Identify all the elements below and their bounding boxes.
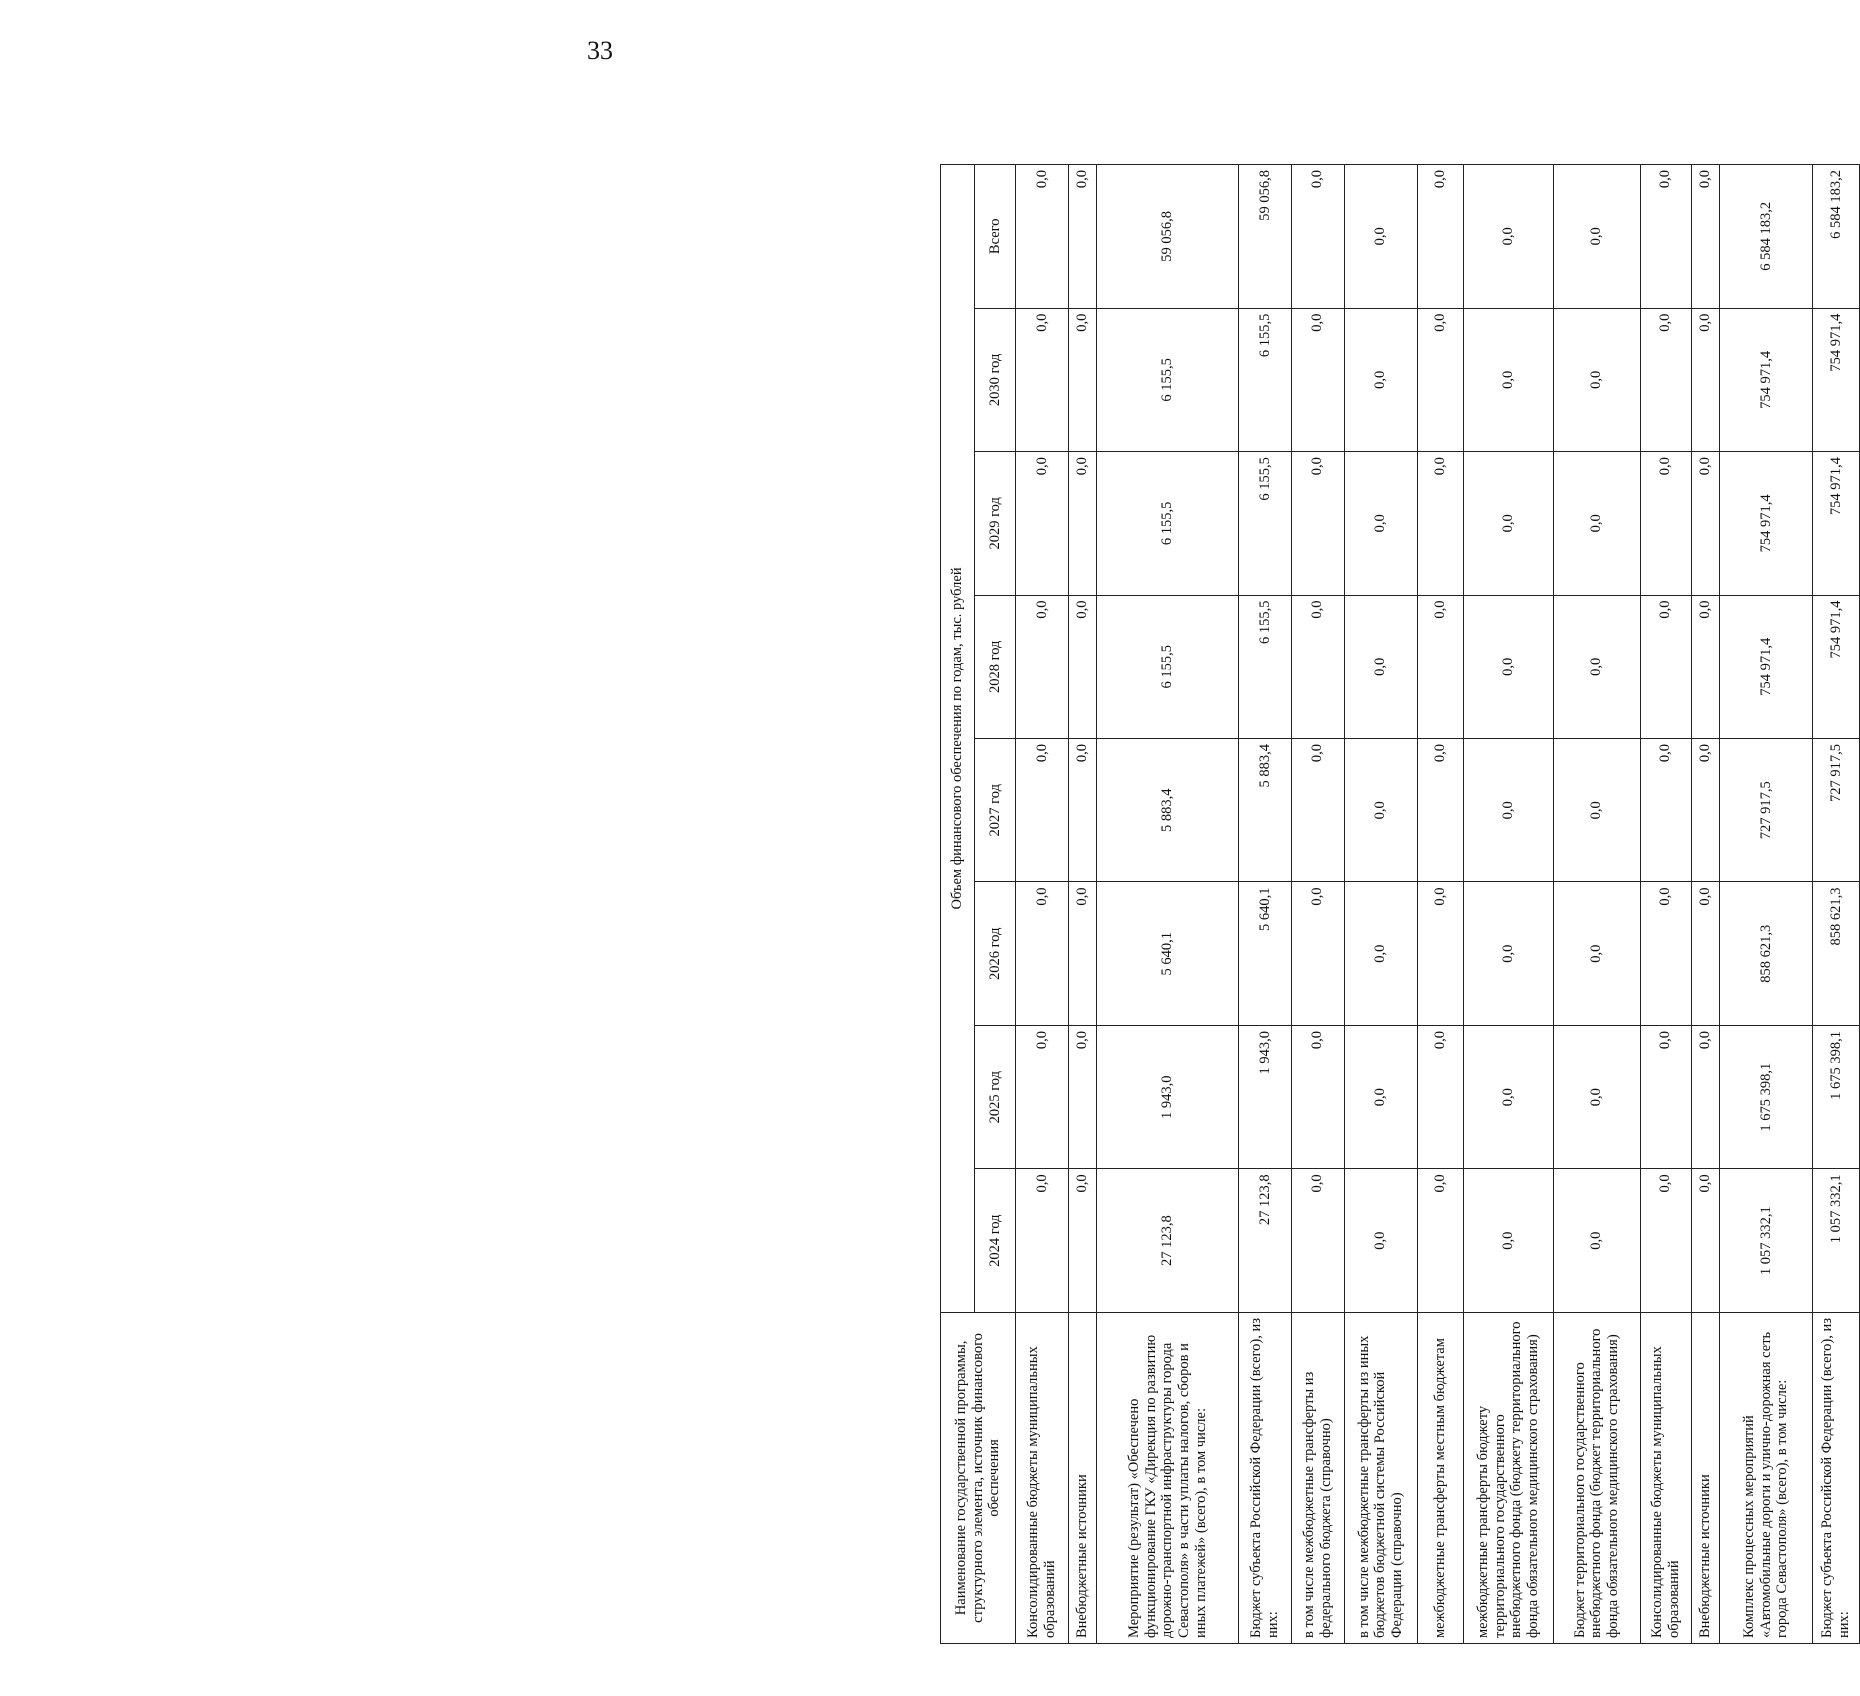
header-year: 2025 год: [975, 1025, 1016, 1168]
cell-value: 5 640,1: [1239, 882, 1292, 1025]
row-label: Внебюджетные источники: [1068, 1312, 1096, 1643]
cell-value: 0,0: [1068, 739, 1096, 882]
header-year: 2027 год: [975, 739, 1016, 882]
cell-total: 59 056,8: [1097, 165, 1239, 309]
cell-value: 0,0: [1291, 882, 1344, 1025]
page-number: 33: [587, 36, 613, 65]
cell-total: 0,0: [1291, 165, 1344, 309]
row-label: Мероприятие (результат) «Обеспечено функционирование ГКУ «Дирекция по развитию дорожно-транспортной инфраструктуры города Севастополя» в части уплаты налогов, сборов и иных платежей» (всего), в том числе:: [1097, 1312, 1239, 1643]
cell-value: 1 943,0: [1097, 1025, 1239, 1168]
table-row: [1553, 165, 1640, 1644]
cell-value: 0,0: [1016, 1025, 1069, 1168]
cell-value: 754 971,4: [1813, 308, 1860, 451]
table-row: [1719, 165, 1812, 1644]
cell-value: 858 621,3: [1719, 882, 1812, 1025]
cell-value: 0,0: [1344, 452, 1417, 595]
cell-value: 0,0: [1691, 1025, 1719, 1168]
cell-value: 27 123,8: [1239, 1169, 1292, 1312]
row-label: Бюджет субъекта Российской Федерации (всего), из них:: [1813, 1312, 1860, 1643]
cell-value: 0,0: [1640, 595, 1691, 738]
cell-value: 0,0: [1553, 1169, 1640, 1312]
cell-value: 0,0: [1691, 452, 1719, 595]
cell-value: 0,0: [1553, 882, 1640, 1025]
cell-total: 6 584 183,2: [1719, 165, 1812, 309]
cell-value: 0,0: [1344, 1025, 1417, 1168]
cell-value: 754 971,4: [1719, 452, 1812, 595]
table-header-row: [941, 165, 975, 1644]
row-label: межбюджетные трансферты местным бюджетам: [1417, 1312, 1464, 1643]
cell-value: 0,0: [1640, 882, 1691, 1025]
cell-value: 727 917,5: [1719, 739, 1812, 882]
cell-value: 6 155,5: [1239, 308, 1292, 451]
cell-value: 1 943,0: [1239, 1025, 1292, 1168]
cell-value: 0,0: [1016, 452, 1069, 595]
cell-value: 0,0: [1016, 1169, 1069, 1312]
cell-value: 5 883,4: [1239, 739, 1292, 882]
cell-value: 0,0: [1691, 595, 1719, 738]
cell-value: 0,0: [1464, 595, 1553, 738]
cell-value: 1 675 398,1: [1719, 1025, 1812, 1168]
cell-value: 754 971,4: [1813, 595, 1860, 738]
table-row: [1464, 165, 1553, 1644]
cell-value: 0,0: [1464, 452, 1553, 595]
cell-value: 0,0: [1691, 882, 1719, 1025]
cell-value: 0,0: [1068, 882, 1096, 1025]
header-financing-group: Объем финансового обеспечения по годам, тыс. рублей: [941, 165, 975, 1313]
cell-value: 0,0: [1417, 595, 1464, 738]
row-label: Консолидированные бюджеты муниципальных образований: [1640, 1312, 1691, 1643]
cell-value: 0,0: [1417, 882, 1464, 1025]
cell-value: 0,0: [1068, 1169, 1096, 1312]
cell-value: 1 675 398,1: [1813, 1025, 1860, 1168]
row-label: Консолидированные бюджеты муниципальных образований: [1016, 1312, 1069, 1643]
row-label: Бюджет территориального государственного внебюджетного фонда (бюджет территориального фонда обязательного медицинского страхования): [1553, 1312, 1640, 1643]
row-label: Комплекс процессных мероприятий «Автомобильные дороги и улично-дорожная сеть города Севастополя» (всего), в том числе:: [1719, 1312, 1812, 1643]
table-row: [1417, 165, 1464, 1644]
cell-value: 5 640,1: [1097, 882, 1239, 1025]
cell-value: 754 971,4: [1813, 452, 1860, 595]
cell-value: 6 155,5: [1239, 452, 1292, 595]
table-row: [1239, 165, 1292, 1644]
cell-value: 1 057 332,1: [1813, 1169, 1860, 1312]
cell-total: 0,0: [1691, 165, 1719, 309]
cell-value: 0,0: [1640, 1025, 1691, 1168]
cell-value: 0,0: [1464, 739, 1553, 882]
cell-total: 0,0: [1016, 165, 1069, 309]
table-row: [1097, 165, 1239, 1644]
cell-value: 0,0: [1016, 308, 1069, 451]
financing-table: [940, 164, 1860, 1644]
row-label: в том числе межбюджетные трансферты из иных бюджетов бюджетной системы Российской Федерации (справочно): [1344, 1312, 1417, 1643]
table-row: [1068, 165, 1096, 1644]
cell-value: 6 155,5: [1097, 452, 1239, 595]
table-body: [1016, 165, 1860, 1644]
table-row: [1640, 165, 1691, 1644]
cell-value: 5 883,4: [1097, 739, 1239, 882]
cell-value: 0,0: [1291, 1025, 1344, 1168]
row-label: Внебюджетные источники: [1691, 1312, 1719, 1643]
cell-value: 0,0: [1691, 1169, 1719, 1312]
header-total: Всего: [975, 165, 1016, 309]
cell-value: 0,0: [1068, 1025, 1096, 1168]
cell-value: 0,0: [1291, 308, 1344, 451]
cell-value: 0,0: [1068, 308, 1096, 451]
rotated-table-container: [940, 164, 1860, 1644]
cell-value: 0,0: [1344, 739, 1417, 882]
row-label: в том числе межбюджетные трансферты из федерального бюджета (справочно): [1291, 1312, 1344, 1643]
row-label: Бюджет субъекта Российской Федерации (всего), из них:: [1239, 1312, 1292, 1643]
cell-value: 0,0: [1553, 1025, 1640, 1168]
cell-value: 0,0: [1417, 1169, 1464, 1312]
cell-value: 6 155,5: [1239, 595, 1292, 738]
header-name-column: Наименование государственной программы, структурного элемента, источник финансового обеспечения: [941, 1312, 1016, 1643]
cell-value: 6 155,5: [1097, 308, 1239, 451]
header-year: 2029 год: [975, 452, 1016, 595]
cell-value: 0,0: [1417, 308, 1464, 451]
cell-value: 0,0: [1016, 595, 1069, 738]
header-year: 2030 год: [975, 308, 1016, 451]
table-row: [1691, 165, 1719, 1644]
cell-value: 0,0: [1464, 308, 1553, 451]
cell-value: 0,0: [1640, 308, 1691, 451]
cell-value: 0,0: [1291, 452, 1344, 595]
cell-total: 59 056,8: [1239, 165, 1292, 309]
cell-value: 0,0: [1291, 739, 1344, 882]
cell-total: 0,0: [1464, 165, 1553, 309]
cell-value: 858 621,3: [1813, 882, 1860, 1025]
cell-total: 0,0: [1640, 165, 1691, 309]
cell-value: 0,0: [1417, 452, 1464, 595]
cell-value: 0,0: [1640, 452, 1691, 595]
cell-value: 0,0: [1417, 739, 1464, 882]
cell-value: 0,0: [1464, 1169, 1553, 1312]
cell-value: 0,0: [1344, 882, 1417, 1025]
cell-value: 0,0: [1553, 595, 1640, 738]
row-label: межбюджетные трансферты бюджету территориального государственного внебюджетного фонда (бюджету территориального фонда обязательного медицинского страхования): [1464, 1312, 1553, 1643]
cell-value: 0,0: [1691, 739, 1719, 882]
cell-total: 0,0: [1553, 165, 1640, 309]
cell-value: 0,0: [1068, 595, 1096, 738]
cell-value: 754 971,4: [1719, 595, 1812, 738]
header-year: 2024 год: [975, 1169, 1016, 1312]
cell-value: 0,0: [1553, 739, 1640, 882]
cell-value: 0,0: [1291, 1169, 1344, 1312]
table-row: [1344, 165, 1417, 1644]
cell-value: 0,0: [1068, 452, 1096, 595]
cell-value: 0,0: [1640, 739, 1691, 882]
cell-value: 0,0: [1344, 1169, 1417, 1312]
table-row: [1291, 165, 1344, 1644]
table-row: [1813, 165, 1860, 1644]
cell-value: 0,0: [1417, 1025, 1464, 1168]
table-row: [1016, 165, 1069, 1644]
cell-value: 0,0: [1464, 1025, 1553, 1168]
cell-value: 0,0: [1344, 308, 1417, 451]
cell-total: 6 584 183,2: [1813, 165, 1860, 309]
cell-value: 0,0: [1691, 308, 1719, 451]
cell-value: 0,0: [1553, 452, 1640, 595]
cell-value: 727 917,5: [1813, 739, 1860, 882]
cell-total: 0,0: [1344, 165, 1417, 309]
cell-value: 1 057 332,1: [1719, 1169, 1812, 1312]
cell-total: 0,0: [1068, 165, 1096, 309]
cell-value: 0,0: [1016, 739, 1069, 882]
cell-total: 0,0: [1417, 165, 1464, 309]
cell-value: 0,0: [1553, 308, 1640, 451]
cell-value: 6 155,5: [1097, 595, 1239, 738]
cell-value: 0,0: [1291, 595, 1344, 738]
cell-value: 0,0: [1464, 882, 1553, 1025]
cell-value: 27 123,8: [1097, 1169, 1239, 1312]
cell-value: 0,0: [1344, 595, 1417, 738]
cell-value: 754 971,4: [1719, 308, 1812, 451]
cell-value: 0,0: [1016, 882, 1069, 1025]
header-year: 2026 год: [975, 882, 1016, 1025]
header-year: 2028 год: [975, 595, 1016, 738]
cell-value: 0,0: [1640, 1169, 1691, 1312]
